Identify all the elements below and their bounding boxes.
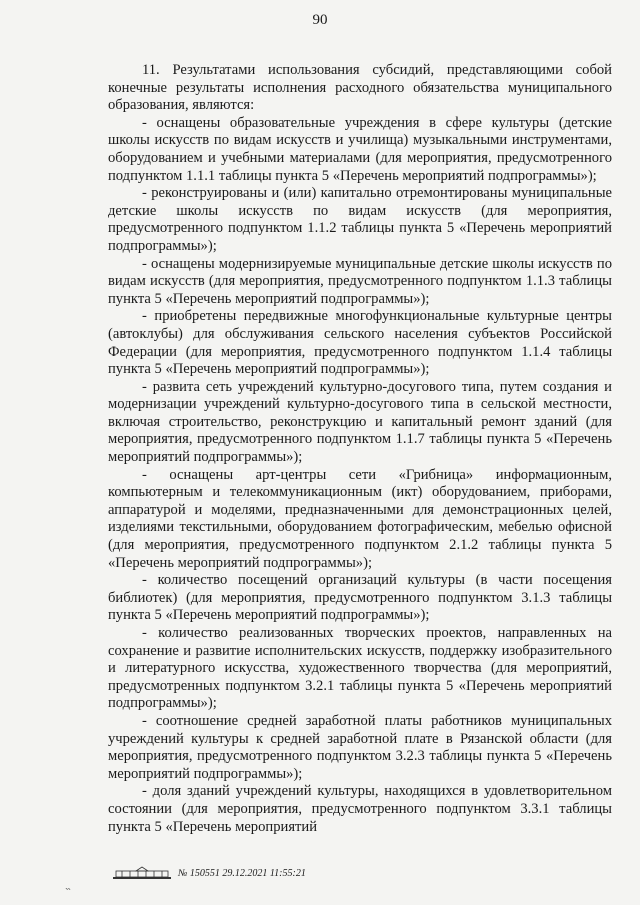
paragraph-item: - оснащены модернизируемые муниципальные детские школы искусств по видам искусств (для мероприятия, предусмотренного подпунктом 1.1.3 таблицы пункта 5 «Перечень мероприятий подпрограммы»); [108,255,612,307]
paragraph-item: - оснащены образовательные учреждения в сфере культуры (детские школы искусств по видам искусств и училища) музыкальными инструментами, оборудованием и учебными материалами (для мероприятия, предусмотренного подпунктом 1.1.1 таблицы пункта 5 «Перечень мероприятий подпрограммы»); [108,114,612,184]
government-building-stamp-icon [112,866,172,880]
page-number: 90 [312,12,328,28]
paragraph-intro: 11. Результатами использования субсидий, представляющими собой конечные результаты исполнения расходного обязательства муниципального образования, являются: [108,62,612,114]
paragraph-item: - доля зданий учреждений культуры, находящихся в удовлетворительном состоянии (для мероприятия, предусмотренного подпунктом 3.3.1 таблицы пункта 5 «Перечень мероприятий [108,783,612,835]
paragraph-item: - количество реализованных творческих проектов, направленных на сохранение и развитие исполнительских искусств, поддержку изобразительного и литературного искусства, художественного творчества (для мероприятий, предусмотренных подпунктом 3.2.1 таблицы пункта 5 «Перечень мероприятий подпрограммы»); [108,625,612,712]
margin-mark: ˵ [66,880,70,894]
registration-footer [112,866,306,880]
paragraph-item: - соотношение средней заработной платы работников муниципальных учреждений культуры к средней заработной плате в Рязанской области (для мероприятия, предусмотренного подпунктом 3.2.3 таблицы пункта 5 «Перечень мероприятий подпрограммы»); [108,712,612,782]
paragraph-item: - оснащены арт-центры сети «Грибница» информационным, компьютерным и телекоммуникационным (икт) оборудованием, приборами, аппаратурой и моделями, предназначенными для демонстрационных целей, изделиями текстильными, оборудованием фотографическим, мебелью офисной (для мероприятия, предусмотренного подпунктом 2.1.2 таблицы пункта 5 «Перечень мероприятий подпрограммы»); [108,466,612,571]
paragraph-item: - реконструированы и (или) капитально отремонтированы муниципальные детские школы искусств по видам искусств (для мероприятия, предусмотренного подпунктом 1.1.2 таблицы пункта 5 «Перечень мероприятий подпрограммы»); [108,185,612,254]
document-body [108,62,612,836]
registration-number: № 150551 29.12.2021 11:55:21 [178,867,306,879]
paragraph-item: - развита сеть учреждений культурно-досугового типа, путем создания и модернизации учреждений культурно-досугового типа в сельской местности, включая строительство, реконструкцию и капитальный ремонт зданий (для мероприятия, предусмотренного подпунктом 1.1.7 таблицы пункта 5 «Перечень мероприятий подпрограммы»); [108,378,612,466]
paragraph-item: - количество посещений организаций культуры (в части посещения библиотек) (для мероприятия, предусмотренного подпунктом 3.1.3 таблицы пункта 5 «Перечень мероприятий подпрограммы»); [108,572,612,624]
paragraph-item: - приобретены передвижные многофункциональные культурные центры (автоклубы) для обслуживания сельского населения субъектов Российской Федерации (для мероприятия, предусмотренного подпунктом 1.1.4 таблицы пункта 5 «Перечень мероприятий подпрограммы»); [108,308,612,378]
